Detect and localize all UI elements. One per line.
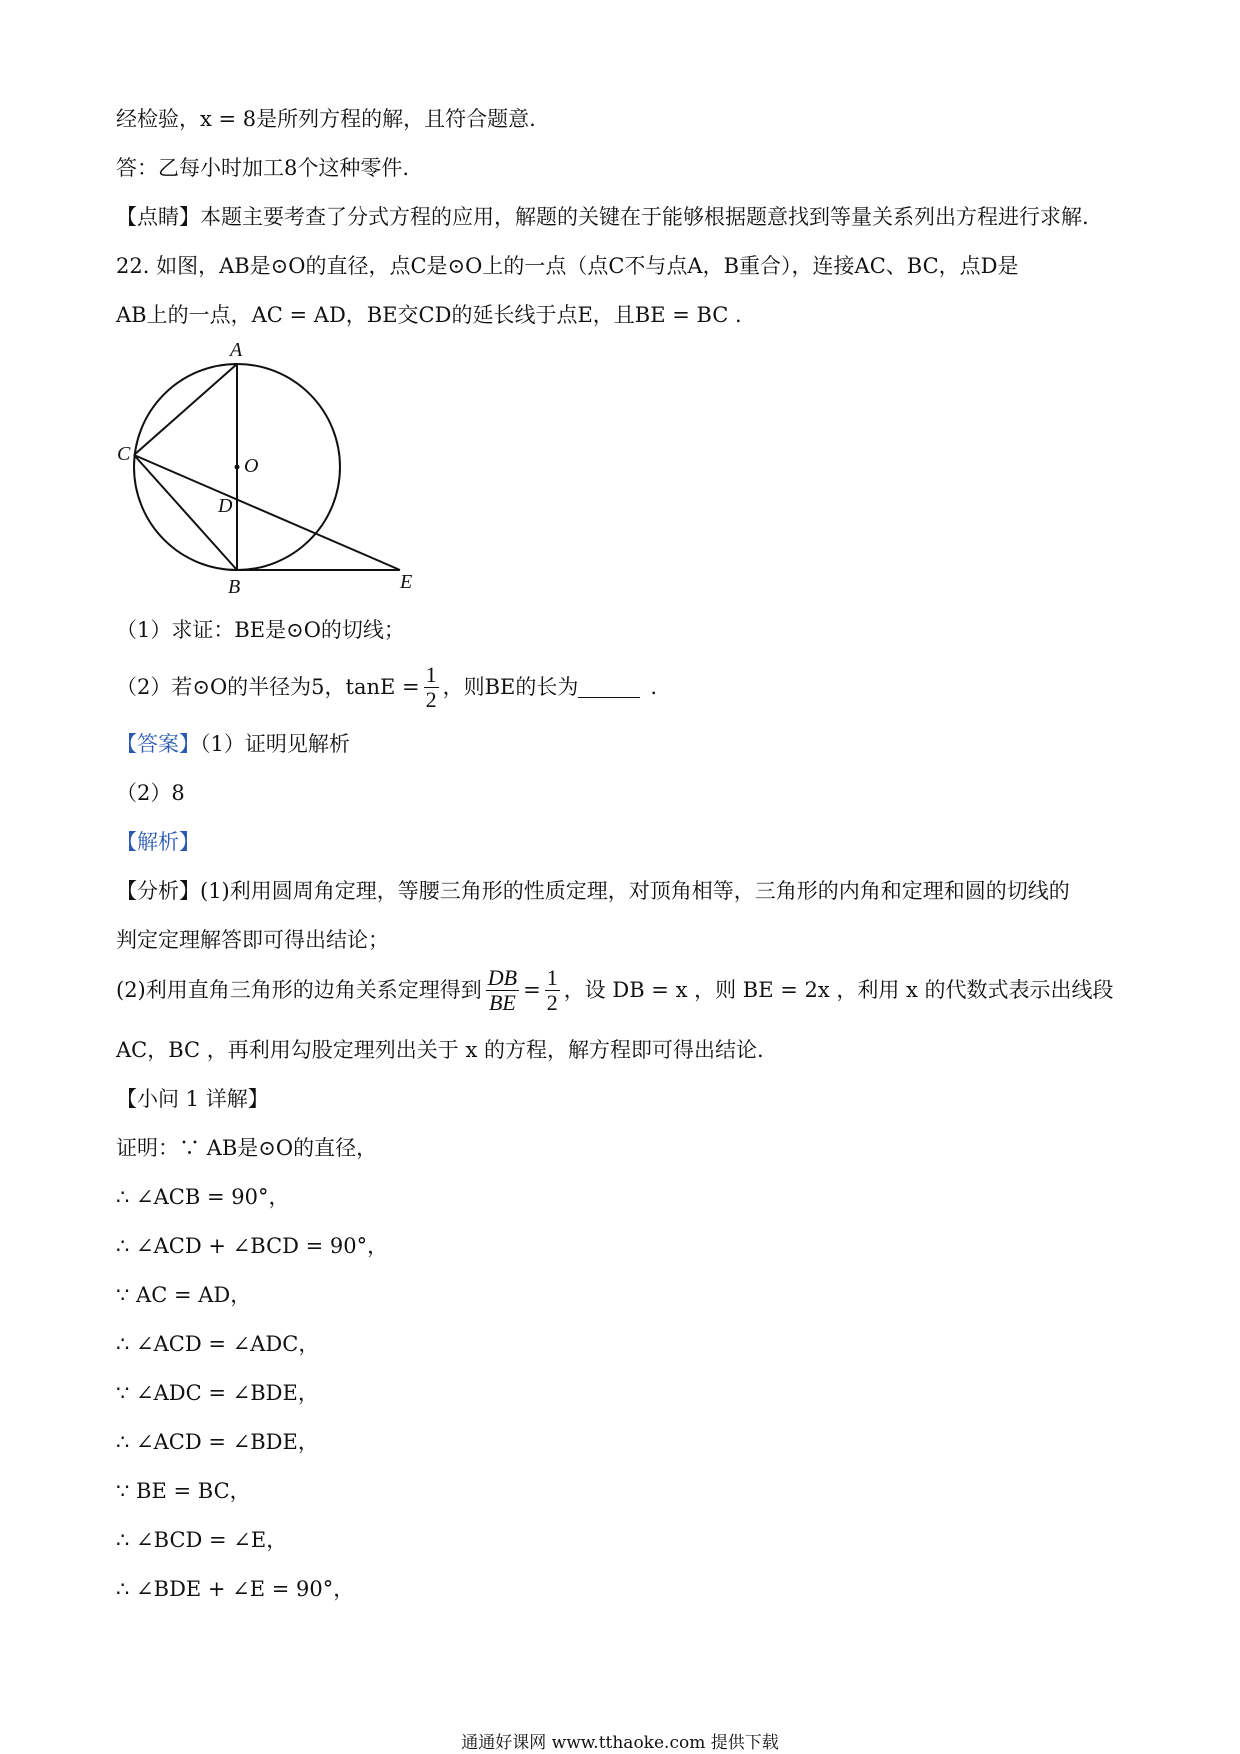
proof-step-3: ∴ ∠ACD + ∠BCD = 90°， [116,1234,389,1258]
fraction-db-be [486,966,519,1015]
analysis-line-1: 【分析】(1)利用圆周角定理，等腰三角形的性质定理，对顶角相等，三角形的内角和定理和圆的切线的 [116,879,1070,903]
analysis-line-4: AC，BC ，再利用勾股定理列出关于 x 的方程，解方程即可得出结论. [116,1038,764,1062]
proof-step-10: ∴ ∠BDE + ∠E = 90°， [116,1577,355,1601]
point-label-c: C [117,443,131,465]
analysis-part-2-text: (2)利用直角三角形的边角关系定理得到 [116,978,482,1002]
fraction-denominator-2: 2 [546,989,558,1015]
question-2-text: （2）若⊙O的半径为5，tanE = [116,675,420,699]
analysis-tag: 【解析】 [116,830,200,854]
geometry-figure [110,340,430,600]
footer-text: 通通好课网 www.tthaoke.com 提供下载 [461,1733,779,1753]
equals-sign: = [523,978,541,1002]
fraction-one-half [424,663,439,712]
answer-blank [578,677,640,698]
center-dot [235,465,240,470]
proof-step-1: 证明：∵ AB是⊙O的直径， [116,1136,378,1160]
question-2-end: . [650,675,658,699]
answer-line-1 [116,730,350,758]
fraction-denominator: 2 [425,686,437,712]
proof-step-9: ∴ ∠BCD = ∠E， [116,1528,288,1552]
detail-tag: 【小问 1 详解】 [116,1087,269,1111]
point-label-o: O [244,455,259,477]
analysis-line-2: 判定定理解答即可得出结论； [116,928,389,952]
proof-step-6: ∵ ∠ADC = ∠BDE， [116,1381,319,1405]
text-line-2: 答：乙每小时加工8个这种零件. [116,156,410,180]
question-2 [116,662,657,712]
problem-statement-1: 22. 如图，AB是⊙O的直径，点C是⊙O上的一点（点C不与点A，B重合），连接AC、BC，点D是 [116,254,1019,278]
proof-step-2: ∴ ∠ACB = 90°， [116,1185,290,1209]
proof-step-7: ∴ ∠ACD = ∠BDE， [116,1430,319,1454]
analysis-line-3 [116,960,1114,1020]
proof-step-5: ∴ ∠ACD = ∠ADC， [116,1332,320,1356]
fraction-one-half-2 [545,966,560,1015]
point-label-e: E [400,571,413,593]
fraction-be: BE [488,989,516,1015]
answer-tag: 【答案】 [116,732,200,756]
fraction-db: DB [487,964,518,990]
point-label-d: D [218,495,233,517]
fraction-numerator-2: 1 [546,964,558,990]
question-2-tail: ，则BE的长为 [442,675,579,699]
proof-step-4: ∵ AC = AD， [116,1283,252,1307]
segment-ce [134,455,400,570]
text-line-3: 【点睛】本题主要考查了分式方程的应用，解题的关键在于能够根据题意找到等量关系列出方程进行求解. [116,205,1089,229]
question-1: （1）求证：BE是⊙O的切线； [116,618,405,642]
answer-2: （2）8 [116,781,185,805]
proof-step-8: ∵ BE = BC， [116,1479,251,1503]
point-label-b: B [228,576,241,598]
problem-statement-2: AB上的一点，AC = AD，BE交CD的延长线于点E，且BE = BC . [116,303,742,327]
text-line-1: 经检验，x = 8是所列方程的解，且符合题意. [116,107,536,131]
answer-1: （1）证明见解析 [200,732,350,756]
analysis-part-2-tail: ，设 DB = x ，则 BE = 2x ，利用 x 的代数式表示出线段 [563,978,1114,1002]
fraction-numerator: 1 [425,661,437,687]
point-label-a: A [230,340,243,361]
